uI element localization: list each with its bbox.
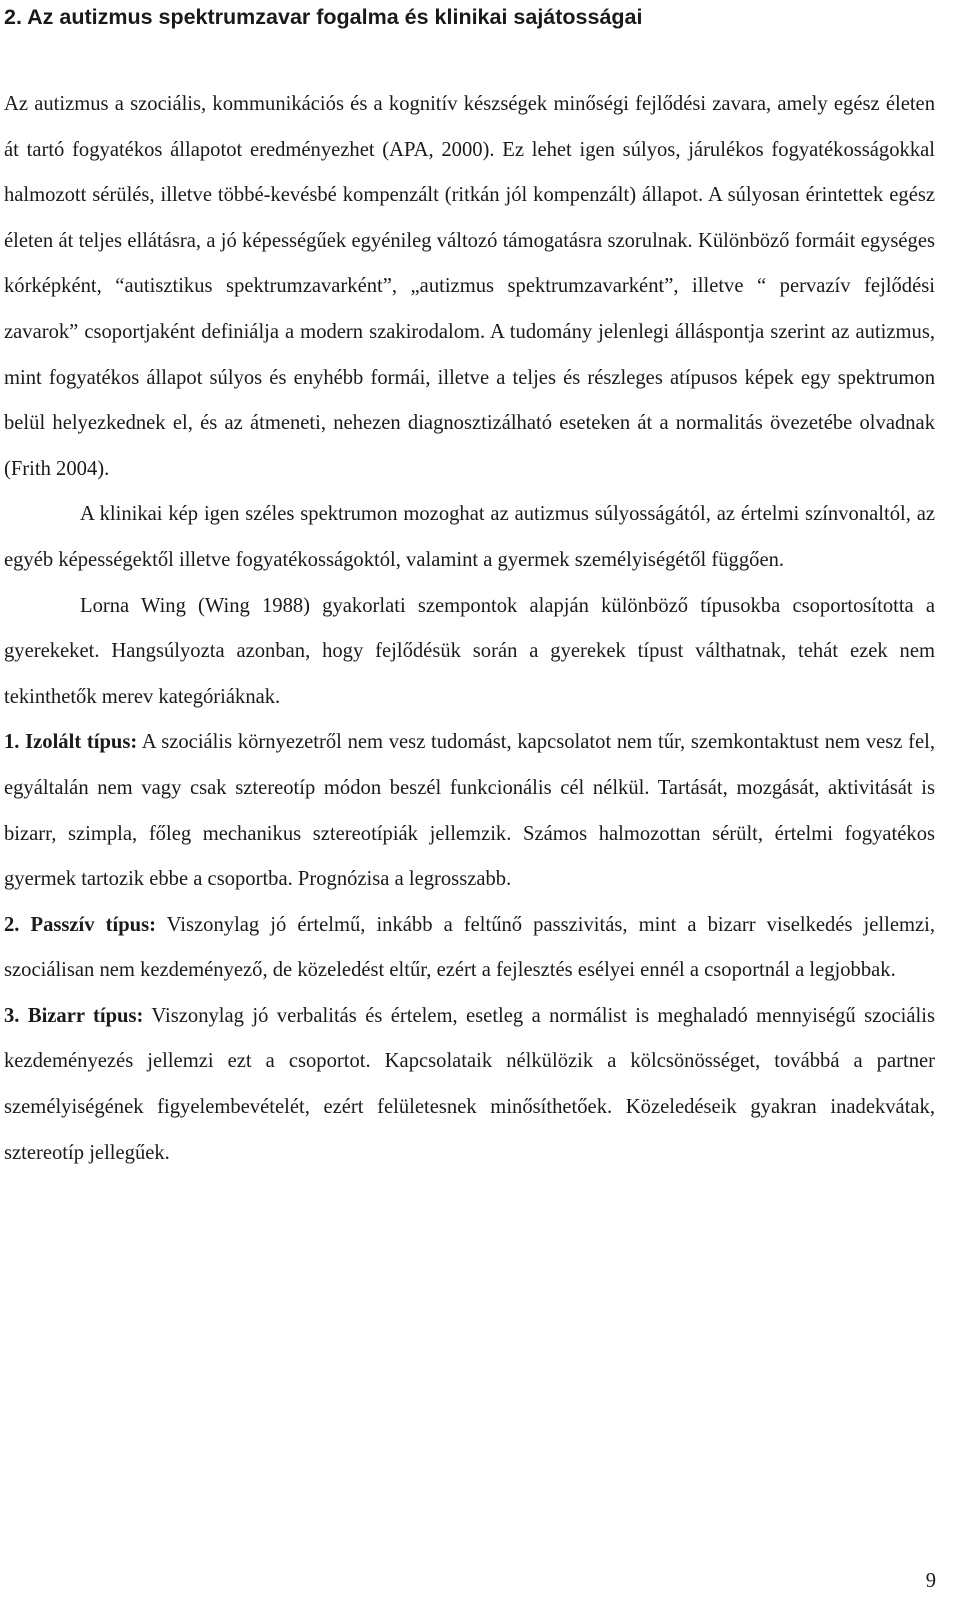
paragraph-clinical-picture: A klinikai kép igen széles spektrumon mozoghat az autizmus súlyosságától, az értelmi színvonaltól, az egyéb képességektől illetve fogyatékosságoktól, valamint a gyermek személyiségétől függően. [4, 503, 935, 571]
type-item-passive [4, 903, 935, 994]
type-item-bizarre [4, 994, 935, 1176]
type-text-passive: Viszonylag jó értelmű, inkább a feltűnő passzivitás, mint a bizarr viselkedés jellemzi, szociálisan nem kezdeményező, de közeledést eltűr, ezért a fejlesztés esélyei ennél a csoportnál a legjobbak. [4, 913, 935, 982]
paragraph-autism-definition: Az autizmus a szociális, kommunikációs és a kognitív készségek minőségi fejlődési zavara, amely egész életen át tartó fogyatékos állapotot eredményezhet (APA, 2000). Ez lehet igen súlyos, járulékos fogyatékosságokkal halmozott sérülés, illetve többé-kevésbé kompenzált (ritkán jól kompenzált) állapot. A súlyosan érintettek egész életen át teljes ellátásra, a jó képességűek egyénileg változó támogatásra szorulnak. Különböző formáit egységes kórképként, “autisztikus spektrumzavarként”, „autizmus spektrumzavarként”, illetve “ pervazív fejlődési zavarok” csoportjaként definiálja a modern szakirodalom. A tudomány jelenlegi álláspontja szerint az autizmus, mint fogyatékos állapot súlyos és enyhébb formái, illetve a teljes és részleges atípusos képek egy spektrumon belül helyezkednek el, és az átmeneti, nehezen diagnosztizálható eseteken át a normalitás övezetébe olvadnak (Frith 2004). [4, 93, 935, 480]
type-text-isolated: A szociális környezetről nem vesz tudomást, kapcsolatot nem tűr, szemkontaktust nem vesz fel, egyáltalán nem vagy csak sztereotíp módon beszél funkcionális cél nélkül. Tartását, mozgását, aktivitását is bizarr, szimpla, főleg mechanikus sztereotípiák jellemzik. Számos halmozottan sérült, értelmi fogyatékos gyermek tartozik ebbe a csoportba. Prognózisa a legrosszabb. [4, 731, 936, 891]
type-label-passive: 2. Passzív típus: [4, 913, 156, 936]
body-text [4, 82, 935, 1176]
type-text-bizarre: Viszonylag jó verbalitás és értelem, esetleg a normálist is meghaladó mennyiségű szociális kezdeményezés jellemzi ezt a csoportot. Kapcsolataik nélkülözik a kölcsönösséget, továbbá a partner személyiségének figyelembevételét, ezért felületesnek minősíthetőek. Közeledéseik gyakran inadekvátak, sztereotíp jellegűek. [4, 1004, 935, 1164]
page-number: 9 [925, 1570, 936, 1592]
type-label-bizarre: 3. Bizarr típus: [4, 1004, 144, 1027]
type-label-isolated: 1. Izolált típus: [4, 731, 138, 754]
type-item-isolated [4, 720, 935, 902]
section-heading: 2. Az autizmus spektrumzavar fogalma és klinikai sajátosságai [4, 5, 643, 29]
paragraph-wing-types: Lorna Wing (Wing 1988) gyakorlati szempontok alapján különböző típusokba csoportosította a gyerekeket. Hangsúlyozta azonban, hogy fejlődésük során a gyerekek típust válthatnak, tehát ezek nem tekinthetők merev kategóriáknak. [4, 594, 935, 708]
